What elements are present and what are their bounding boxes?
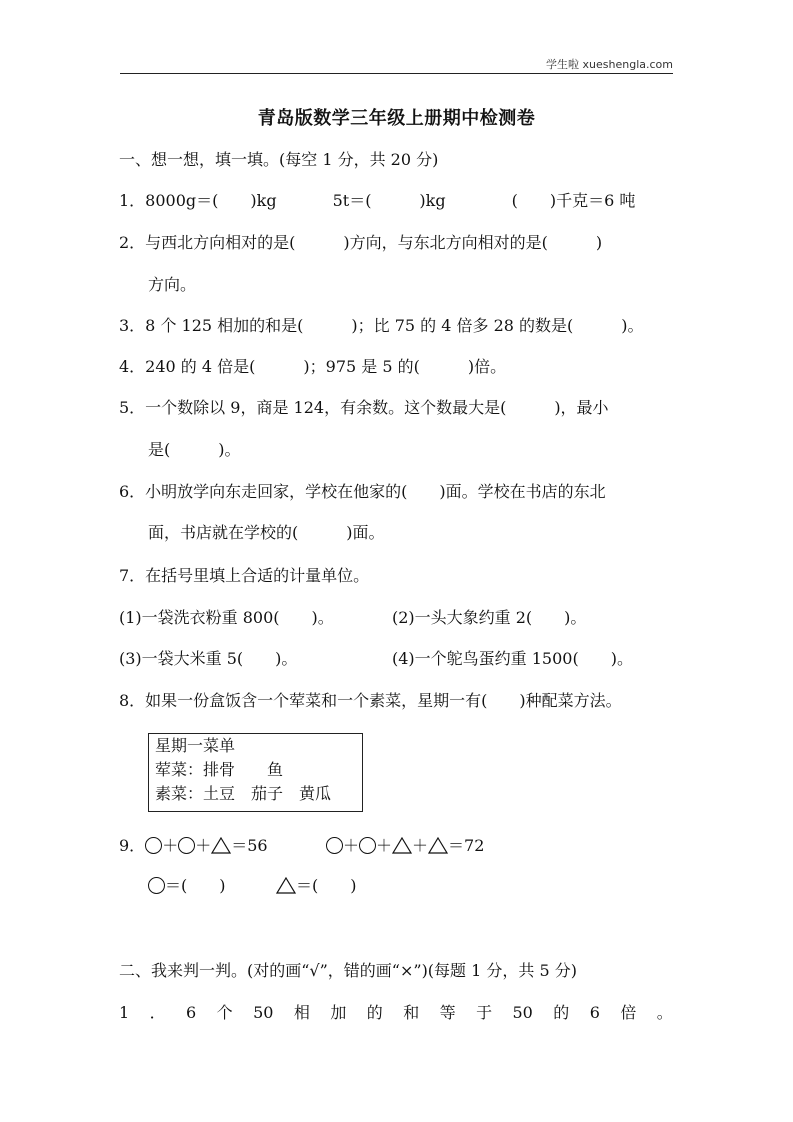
- q7-p4: (4)一个鸵鸟蛋约重 1500( )。: [392, 649, 633, 668]
- page-title: 青岛版数学三年级上册期中检测卷: [257, 108, 536, 129]
- circle-icon: [178, 837, 195, 854]
- triangle-icon: [276, 877, 296, 894]
- circle-icon: [145, 837, 162, 854]
- judge-q1-token: 的: [553, 1003, 570, 1022]
- plus-sign: ＋: [376, 836, 393, 855]
- plus-sign: ＋: [412, 836, 429, 855]
- judge-q1-token: 倍: [620, 1003, 637, 1022]
- header-divider: [120, 73, 673, 74]
- judge-q1-token: 相: [293, 1003, 310, 1022]
- plus-sign: ＋: [162, 836, 179, 855]
- judge-q1-token: 50: [253, 1003, 274, 1022]
- judge-q1-token: 等: [439, 1003, 456, 1022]
- q1-part-c: ( )千克＝6 吨: [511, 191, 636, 210]
- menu-table: [148, 733, 363, 812]
- judge-q1-line: [119, 1003, 673, 1023]
- q9-eq2-result: ＝72: [448, 836, 485, 855]
- judge-q1-token: 个: [216, 1003, 233, 1022]
- q9-triangle-answer: [276, 876, 357, 896]
- menu-veg: 素菜：土豆 茄子 黄瓜: [155, 784, 332, 803]
- q7-p2: (2)一头大象约重 2( )。: [392, 608, 587, 627]
- circle-icon: [359, 837, 376, 854]
- q3-line: 3．8 个 125 相加的和是( )；比 75 的 4 倍多 28 的数是( )。: [119, 316, 644, 335]
- q6-line2: 面，书店就在学校的( )面。: [148, 523, 385, 542]
- judge-q1-token: 50: [512, 1003, 533, 1022]
- judge-q1-token: ．: [149, 1003, 166, 1022]
- menu-title: 星期一菜单: [155, 736, 236, 755]
- circle-icon: [148, 877, 165, 894]
- plus-sign: ＋: [195, 836, 212, 855]
- menu-meat: 荤菜：排骨 鱼: [155, 760, 284, 779]
- triangle-icon: [392, 837, 412, 854]
- q2-line1: 2．与西北方向相对的是( )方向，与东北方向相对的是( ): [119, 233, 603, 252]
- q7-heading: 7．在括号里填上合适的计量单位。: [119, 566, 370, 585]
- judge-q1-token: 6: [589, 1003, 600, 1022]
- q2-line2: 方向。: [148, 275, 197, 294]
- circle-icon: [326, 837, 343, 854]
- q7-p3: (3)一袋大米重 5( )。: [119, 649, 298, 668]
- circle-answer-blank: ＝( ): [165, 876, 226, 895]
- q9-eq1-result: ＝56: [231, 836, 268, 855]
- judge-q1-token: 和: [403, 1003, 420, 1022]
- q1-part-a: 1．8000g＝( )kg: [119, 191, 277, 210]
- q5-line2: 是( )。: [148, 440, 241, 459]
- section2-heading: 二、我来判一判。(对的画“√”，错的画“×”)(每题 1 分，共 5 分): [119, 961, 577, 980]
- judge-q1-token: 的: [366, 1003, 383, 1022]
- triangle-icon: [428, 837, 448, 854]
- triangle-icon: [211, 837, 231, 854]
- plus-sign: ＋: [343, 836, 360, 855]
- judge-q1-token: 1: [119, 1003, 130, 1022]
- q9-equation2: [326, 836, 484, 856]
- judge-q1-token: 于: [476, 1003, 493, 1022]
- q6-line1: 6．小明放学向东走回家，学校在他家的( )面。学校在书店的东北: [119, 482, 606, 501]
- q5-line1: 5．一个数除以 9，商是 124，有余数。这个数最大是( )，最小: [119, 398, 609, 417]
- judge-q1-token: 6: [186, 1003, 197, 1022]
- q1-line: [119, 191, 635, 211]
- q8-line: 8．如果一份盒饭含一个荤菜和一个素菜，星期一有( )种配菜方法。: [119, 691, 622, 710]
- q1-part-b: 5t＝( )kg: [332, 191, 446, 210]
- site-watermark: 学生啦 xueshengla.com: [546, 58, 673, 71]
- q9-number: 9．: [119, 836, 146, 855]
- judge-q1-token: 加: [330, 1003, 347, 1022]
- q9-circle-answer: [148, 876, 226, 896]
- q9-equation-line: [119, 836, 268, 856]
- q4-line: 4．240 的 4 倍是( )；975 是 5 的( )倍。: [119, 357, 507, 376]
- q7-p1: (1)一袋洗衣粉重 800( )。: [119, 608, 334, 627]
- section1-heading: 一、想一想，填一填。(每空 1 分，共 20 分): [119, 150, 439, 169]
- triangle-answer-blank: ＝( ): [296, 876, 357, 895]
- judge-q1-token: 。: [656, 1003, 673, 1022]
